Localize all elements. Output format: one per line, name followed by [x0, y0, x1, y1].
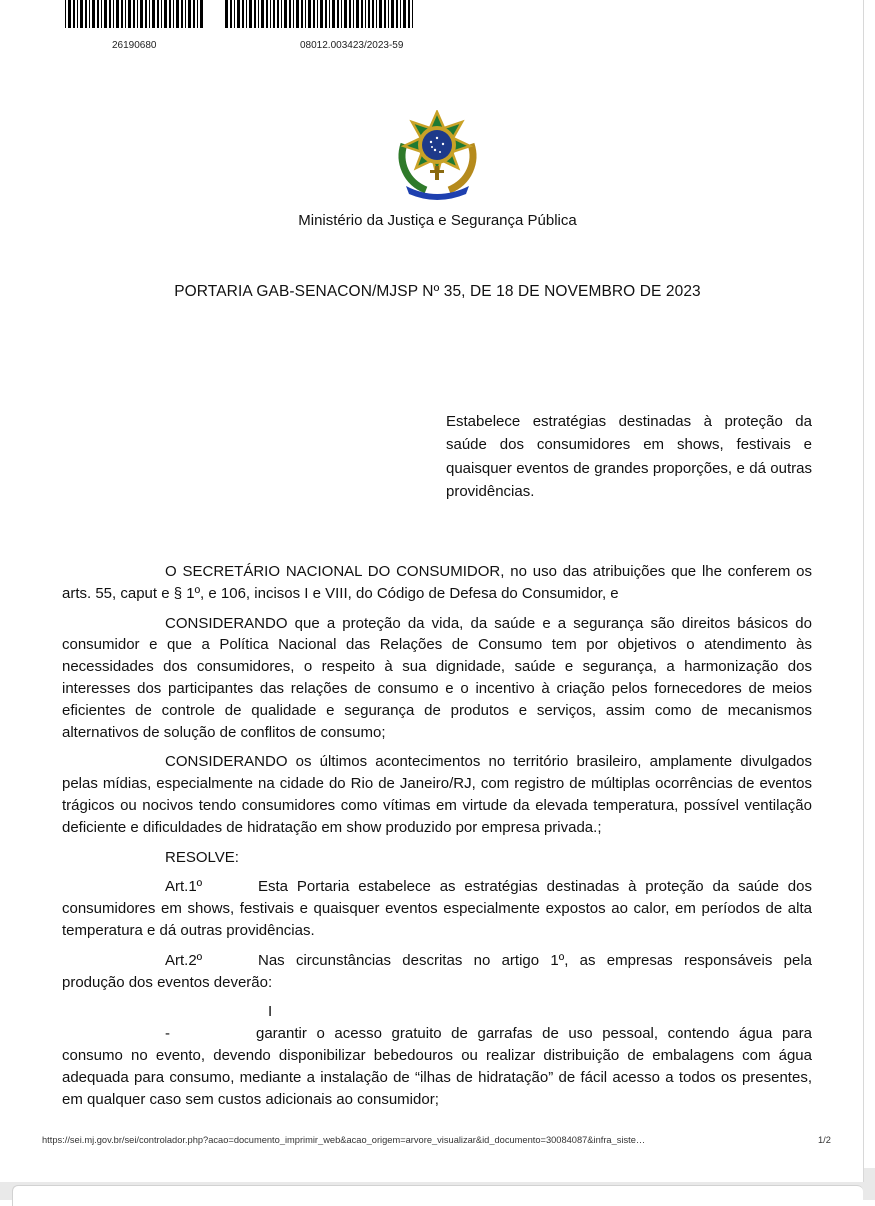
- barcode-bar: [408, 0, 410, 28]
- barcode-bar: [412, 0, 413, 28]
- article-1-label: Art.1º: [165, 878, 203, 896]
- barcode-bar: [85, 0, 87, 28]
- barcode-bar: [391, 0, 394, 28]
- barcode-bar: [349, 0, 351, 28]
- barcode-bar: [188, 0, 191, 28]
- barcode-right: [225, 0, 415, 28]
- inciso-1-label: I -: [165, 1003, 273, 1043]
- barcode-bar: [341, 0, 342, 28]
- barcode-bar: [145, 0, 147, 28]
- barcode-bar: [281, 0, 282, 28]
- preamble-paragraph: O SECRETÁRIO NACIONAL DO CONSUMIDOR, no uso das atribuições que lhe conferem os arts. 55, caput e § 1º, e 106, incisos I e VIII, do Código de Defesa do Consumidor, e: [62, 563, 812, 602]
- barcode-bar: [169, 0, 171, 28]
- document-title: PORTARIA GAB-SENACON/MJSP Nº 35, DE 18 DE NOVEMBRO DE 2023: [174, 283, 701, 300]
- article-1-text: Esta Portaria estabelece as estratégias destinadas à proteção da saúde dos consumidores em shows, festivais e quaisquer eventos especialmente expostos ao calor, em períodos de alta temperatura e dá outras providências.: [62, 878, 812, 939]
- barcode-bar: [305, 0, 306, 28]
- ementa: Estabelece estratégias destinadas à proteção da saúde dos consumidores em shows, festivais e quaisquer eventos de grandes proporções, e dá outras providências.: [446, 413, 812, 501]
- barcode-bar: [97, 0, 99, 28]
- barcode-bar: [270, 0, 271, 28]
- barcode-bar: [379, 0, 382, 28]
- document-body: [62, 561, 812, 1110]
- considerando-paragraph-2: CONSIDERANDO os últimos acontecimentos no território brasileiro, amplamente divulgados pelas mídias, especialmente na cidade do Rio de Janeiro/RJ, com registro de múltiplas ocorrências de eventos trágicos ou nocivos tendo consumidores como vítimas em virtude da elevada temperatura, possível ventilação deficiente e dificuldades de hidratação em show produzido por empresa privada.;: [62, 753, 812, 836]
- barcode-bar: [116, 0, 119, 28]
- barcode-bar: [77, 0, 78, 28]
- barcode-bar: [185, 0, 186, 28]
- barcode-bar: [164, 0, 167, 28]
- barcode-bar: [121, 0, 123, 28]
- barcode-bar: [128, 0, 131, 28]
- barcode-bar: [372, 0, 374, 28]
- barcode-bar: [125, 0, 126, 28]
- barcode-bar: [284, 0, 287, 28]
- barcode-bar: [368, 0, 371, 28]
- barcode-bar: [161, 0, 162, 28]
- barcode-bar: [388, 0, 389, 28]
- barcode-bar: [193, 0, 195, 28]
- footer-page-number: 1/2: [818, 1135, 831, 1145]
- barcode-bar: [376, 0, 377, 28]
- barcode-bar: [68, 0, 71, 28]
- barcode-bar: [237, 0, 240, 28]
- barcode-bar: [313, 0, 315, 28]
- barcode-bar: [225, 0, 228, 28]
- barcode-bar: [293, 0, 294, 28]
- barcode-bar: [384, 0, 386, 28]
- barcode-bar: [80, 0, 83, 28]
- barcode-bar: [289, 0, 291, 28]
- barcode-bar: [344, 0, 347, 28]
- barcode-bar: [356, 0, 359, 28]
- barcode-left: [65, 0, 205, 28]
- barcode-bar: [73, 0, 75, 28]
- barcode-bar: [246, 0, 247, 28]
- barcode-bar: [403, 0, 406, 28]
- article-1: [62, 876, 812, 941]
- barcode-bar: [365, 0, 366, 28]
- considerando-paragraph-1: CONSIDERANDO que a proteção da vida, da saúde e a segurança são direitos básicos do consumidor e que a Política Nacional das Relações de Consumo tem por objetivos o atendimento às necessidades dos consumidores, o respeito à sua dignidade, saúde e segurança, a harmonização dos interesses dos participantes das relações de consumo e o incentivo à criação pelos fornecedores de meios eficientes de controle de qualidade e segurança de produtos e serviços, assim como de mecanismos alternativos de solução de conflitos de consumo;: [62, 614, 812, 741]
- barcode-bar: [337, 0, 339, 28]
- document-number: 26190680: [112, 40, 157, 51]
- barcode-bar: [317, 0, 318, 28]
- inciso-1-text: garantir o acesso gratuito de garrafas de uso pessoal, contendo água para consumo no evento, devendo disponibilizar bebedouros ou realizar distribuição de embalagens com água adequada para consumo, mediante a instalação de “ilhas de hidratação” de fácil acesso a todos os presentes, em qualquer caso sem custos adicionais ao consumidor;: [62, 1025, 812, 1108]
- article-2-text: Nas circunstâncias descritas no artigo 1º, as empresas responsáveis pela produção dos eventos deverão:: [62, 951, 812, 991]
- barcode-bar: [266, 0, 268, 28]
- resolve-heading: RESOLVE:: [165, 848, 239, 866]
- barcode-bar: [353, 0, 354, 28]
- barcode-bar: [296, 0, 299, 28]
- barcode-bar: [308, 0, 311, 28]
- barcode-bar: [101, 0, 102, 28]
- barcode-bar: [320, 0, 323, 28]
- barcode-bar: [242, 0, 244, 28]
- barcode-bar: [301, 0, 303, 28]
- barcode-bar: [65, 0, 66, 28]
- barcode-bar: [332, 0, 335, 28]
- barcode-bar: [176, 0, 179, 28]
- barcode-bar: [396, 0, 398, 28]
- barcode-bar: [109, 0, 111, 28]
- article-2: [62, 950, 812, 994]
- barcode-bar: [329, 0, 330, 28]
- barcode-bar: [89, 0, 90, 28]
- barcode-bar: [273, 0, 276, 28]
- barcode-bar: [277, 0, 279, 28]
- barcode-bar: [137, 0, 138, 28]
- barcode-bar: [261, 0, 264, 28]
- barcode-bar: [200, 0, 203, 28]
- barcode-bar: [325, 0, 327, 28]
- next-page-edge: [12, 1185, 863, 1206]
- barcode-bar: [400, 0, 401, 28]
- barcode-bar: [197, 0, 198, 28]
- barcode-bar: [254, 0, 256, 28]
- barcode-bar: [140, 0, 143, 28]
- brazil-coat-of-arms-icon: [390, 110, 485, 202]
- barcode-bar: [92, 0, 95, 28]
- barcode-bar: [361, 0, 363, 28]
- footer-url: https://sei.mj.gov.br/sei/controlador.php?acao=documento_imprimir_web&acao_origem=arvore_visualizar&id_documento=30084087&infra_siste…: [42, 1135, 646, 1145]
- barcode-bar: [113, 0, 114, 28]
- barcode-bar: [258, 0, 259, 28]
- barcode-bar: [149, 0, 150, 28]
- process-number: 08012.003423/2023-59: [300, 40, 404, 51]
- ministry-name: Ministério da Justiça e Segurança Pública: [298, 212, 577, 229]
- barcode-bar: [181, 0, 183, 28]
- article-2-label: Art.2º: [165, 951, 203, 969]
- inciso-1: [62, 1001, 812, 1110]
- barcode-bar: [104, 0, 107, 28]
- barcode-bar: [173, 0, 174, 28]
- barcode-bar: [133, 0, 135, 28]
- barcode-bar: [230, 0, 232, 28]
- barcode-bar: [234, 0, 235, 28]
- barcode-bar: [249, 0, 252, 28]
- barcode-bar: [152, 0, 155, 28]
- barcode-bar: [157, 0, 159, 28]
